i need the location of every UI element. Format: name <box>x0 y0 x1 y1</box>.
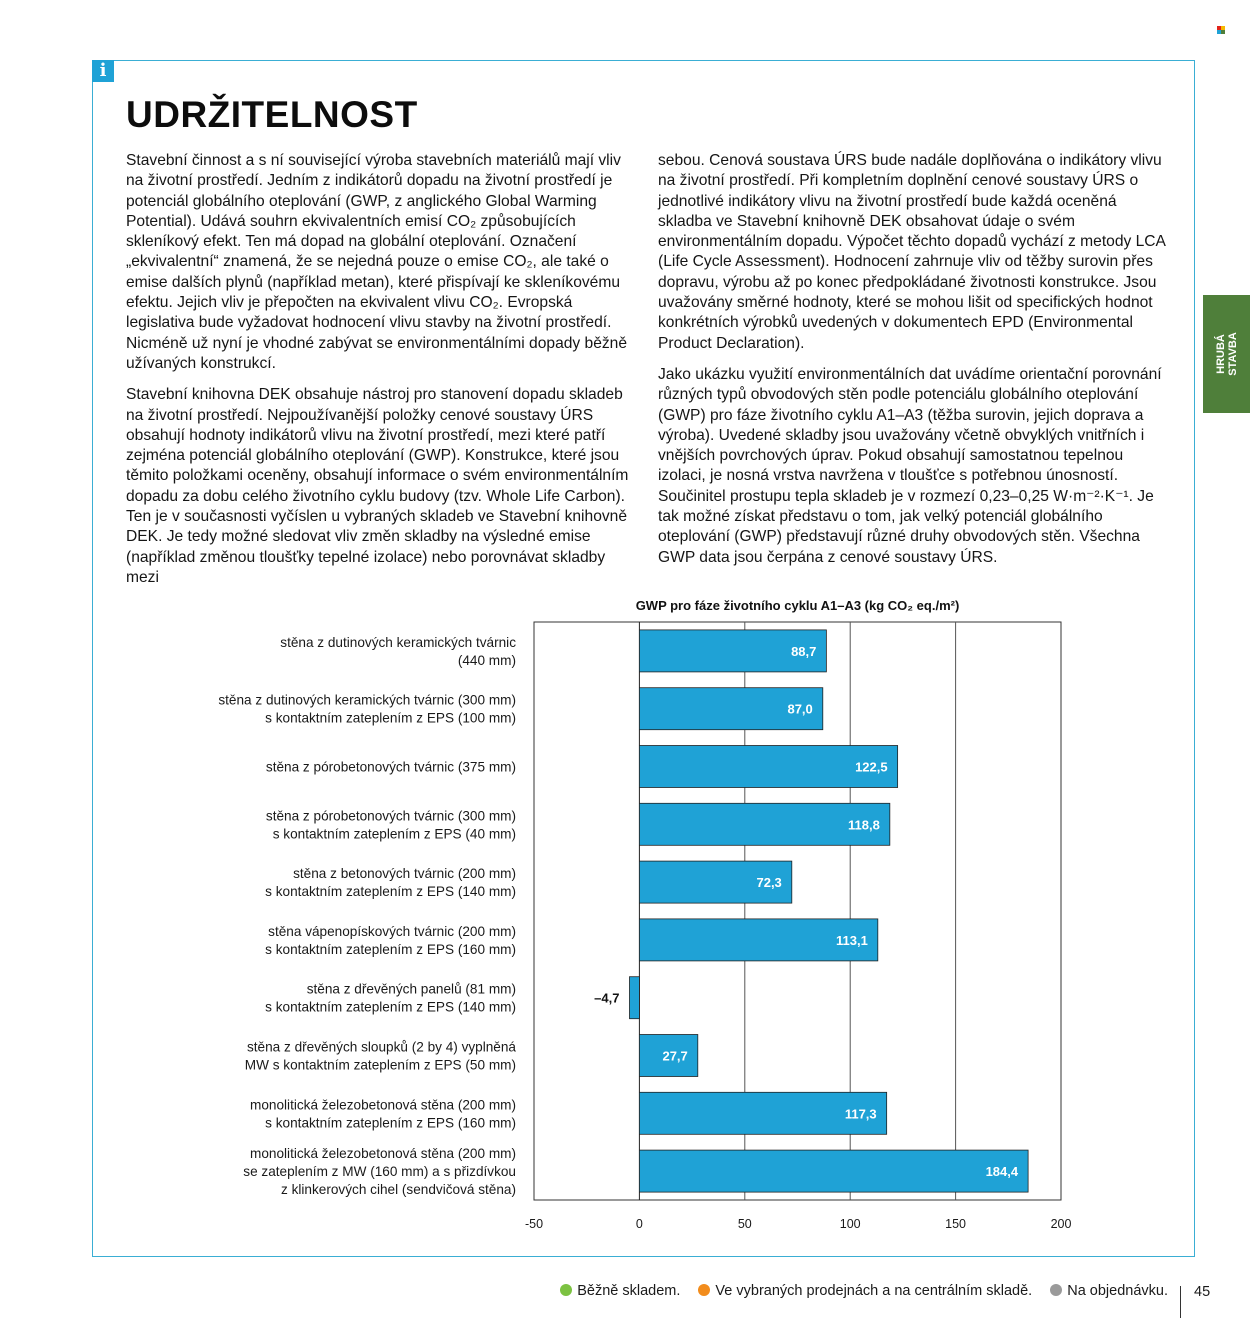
legend-item-selected-stores: Ve vybraných prodejnách a na centrálním skladě. <box>698 1283 1032 1299</box>
page-number: 45 <box>1194 1284 1211 1300</box>
category-label: stěna z dřevěných panelů (81 mm) s kontaktním zateplením z EPS (140 mm) <box>265 981 516 1015</box>
gray-dot-icon <box>1050 1284 1062 1296</box>
legend-item-on-order: Na objednávku. <box>1050 1283 1168 1299</box>
data-label: 184,4 <box>985 1164 1019 1180</box>
orange-dot-icon <box>698 1284 710 1296</box>
x-tick-label: 50 <box>737 1217 752 1231</box>
availability-legend <box>0 1283 1168 1299</box>
category-label: monolitická železobetonová stěna (200 mm) s kontaktním zateplením z EPS (160 mm) <box>250 1097 516 1131</box>
footer-divider <box>1180 1286 1181 1318</box>
category-label: stěna z betonových tvárnic (200 mm) s kontaktním zateplením z EPS (140 mm) <box>265 866 516 900</box>
category-label: stěna z dutinových keramických tvárnic (440 mm) <box>280 634 516 668</box>
category-label: stěna vápenopískových tvárnic (200 mm) s kontaktním zateplením z EPS (160 mm) <box>265 923 516 957</box>
data-label: 27,7 <box>662 1048 688 1064</box>
data-label: 87,0 <box>787 701 813 717</box>
data-label: –4,7 <box>594 990 620 1006</box>
legend-item-in-stock: Běžně skladem. <box>560 1283 680 1299</box>
data-label: 113,1 <box>835 932 868 948</box>
category-label: stěna z dřevěných sloupků (2 by 4) vyplněná MW s kontaktním zateplením z EPS (50 mm) <box>244 1039 516 1073</box>
info-icon: i <box>92 60 114 82</box>
paragraph: Jako ukázku využití environmentálních dat uvádíme orientační porovnání různých typů obvodových stěn podle potenciálu globálního oteplování (GWP) pro fáze životního cyklu A1–A3 (těžba surovin, jejich doprava a výroba). Uvedené skladby jsou uvažovány včetně obvyklých vnitřních i vnějších povrchových úprav. Pokud obsahují samostatnou tepelnou izolaci, je nosná vrstva navržena v tloušťce s potřebnou únosností. Součinitel prostupu tepla skladeb je v rozmezí 0,23–0,25 W·m⁻²·K⁻¹. Je tak možné získat představu o tom, jak velký potenciál globálního oteplování (GWP) představují různé druhy obvodových stěn. Všechna GWP data jsou čerpána z cenové soustavy ÚRS. <box>658 365 1162 566</box>
bar <box>629 977 639 1019</box>
category-label: stěna z dutinových keramických tvárnic (300 mm) s kontaktním zateplením z EPS (100 mm) <box>218 692 516 726</box>
data-label: 88,7 <box>791 643 817 659</box>
category-label: stěna z pórobetonových tvárnic (375 mm) <box>265 759 516 775</box>
data-label: 122,5 <box>855 759 888 775</box>
paragraph: Stavební činnost a s ní související výroba stavebních materiálů mají vliv na životní prostředí. Jedním z indikátorů dopadu na životní prostředí je potenciál globálního oteplování (GWP, z anglického Global Warming Potential). Udává souhrn ekvivalentních emisí CO₂ způsobujících skleníkový efekt. Ten má dopad na globální oteplování. Označení „ekvivalentní“ znamená, že se nejedná pouze o emise CO₂, ale také o emise dalších plynů (například metan), které přispívají ke skleníkovému efektu. Jejich vliv je přepočten na ekvivalent vlivu CO₂. Evropská legislativa bude vyžadovat hodnocení vlivu stavby na životní prostředí. Nicméně už nyní je vhodné zabývat se environmentálními dopady běžně užívaných konstrukcí. <box>126 152 628 372</box>
chart-title: GWP pro fáze životního cyklu A1–A3 (kg CO₂ eq./m²) <box>635 598 960 613</box>
x-tick-label: 150 <box>945 1217 967 1231</box>
green-dot-icon <box>560 1284 572 1296</box>
x-tick-label: -50 <box>524 1217 544 1231</box>
category-label: stěna z pórobetonových tvárnic (300 mm) s kontaktním zateplením z EPS (40 mm) <box>265 808 516 842</box>
x-tick-label: 100 <box>839 1217 861 1231</box>
section-tab-label: HRUBÁ STAVBA <box>1214 332 1239 376</box>
data-label: 117,3 <box>844 1106 877 1122</box>
x-tick-label: 200 <box>1050 1217 1072 1231</box>
x-tick-label: 0 <box>635 1217 643 1231</box>
data-label: 118,8 <box>848 817 880 833</box>
data-label: 72,3 <box>756 875 782 891</box>
paragraph: sebou. Cenová soustava ÚRS bude nadále doplňována o indikátory vlivu na životní prostředí. Při kompletním doplnění cenové soustavy ÚRS o jednotlivé indikátory vlivu na životní prostředí bude každá oceněná skladba ve Stavební knihovně DEK obsahovat údaje o svém environmentálním dopadu. Výpočet těchto dopadů vychází z metody LCA (Life Cycle Assessment). Hodnocení zahrnuje vliv od těžby surovin přes dopravu, výrobu až po konec předpokládané životnosti konstrukce. Jsou uvažovány směrné hodnoty, které se mohou lišit od specifických hodnot konkrétních výrobků uvedených v dokumentech EPD (Environmental Product Declaration). <box>658 152 1166 352</box>
bar <box>639 1150 1028 1192</box>
category-label: monolitická železobetonová stěna (200 mm) se zateplením z MW (160 mm) a s přizdívkou z klinkerových cihel (sendvičová stěna) <box>243 1146 516 1198</box>
page-title: UDRŽITELNOST <box>126 94 418 135</box>
paragraph: Stavební knihovna DEK obsahuje nástroj pro stanovení dopadu skladeb na životní prostředí. Nejpoužívanější položky cenové soustavy ÚRS obsahují hodnoty indikátorů vlivu na životní prostředí, mezi které patří zejména potenciál globálního oteplování (GWP). Konstrukce, které jsou těmito položkami oceněny, obsahují informace o svém environmentálním dopadu za dobu celého životního cyklu budovy (tzv. Whole Life Carbon). Ten je v současnosti vyčíslen u vybraných skladeb ve Stavební knihovně DEK. Je tedy možné sledovat vliv změn skladby na výsledné emise (například změnou tloušťky tepelné izolace) nebo porovnávat skladby mezi <box>126 386 629 586</box>
